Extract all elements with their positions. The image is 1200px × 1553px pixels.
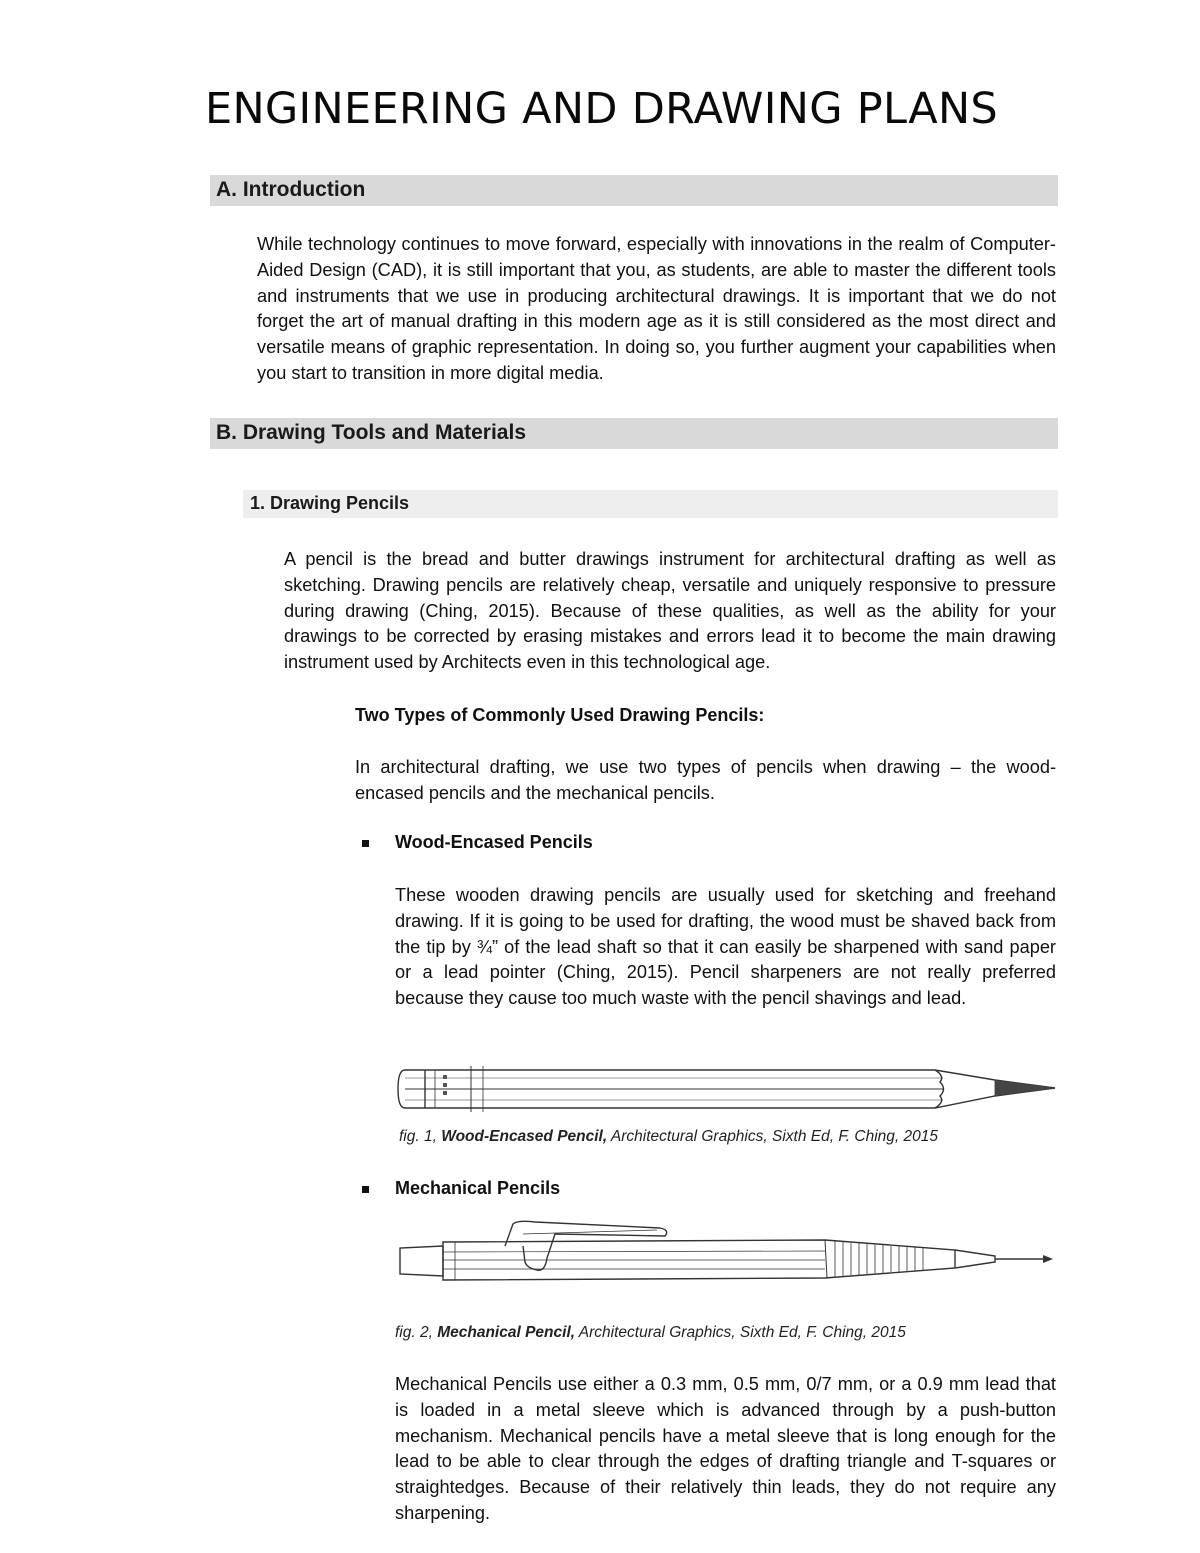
page-title: ENGINEERING AND DRAWING PLANS	[205, 84, 999, 134]
section-a-heading: A. Introduction	[216, 178, 366, 201]
mechanical-pencil-figure	[395, 1218, 1060, 1282]
bullet-icon	[362, 1186, 369, 1193]
fig1-caption-rest: Architectural Graphics, Sixth Ed, F. Ching, 2015	[607, 1128, 938, 1145]
mechanical-pencils-body: Mechanical Pencils use either a 0.3 mm, 0.5 mm, 0/7 mm, or a 0.9 mm lead that is loaded in a metal sleeve which is advanced through by a push-button mechanism. Mechanical pencils have a metal sleeve that is long enough for the lead to be able to clear through the edges of drafting triangle and T-squares or straightedges. Because of their relatively thin leads, they do not require any sharpening.	[395, 1374, 1056, 1523]
pencil-types-intro: In architectural drafting, we use two types of pencils when drawing – the wood-encased pencils and the mechanical pencils.	[355, 757, 1056, 803]
section-b-heading-bar	[210, 418, 1058, 449]
bullet-icon	[362, 840, 369, 847]
fig1-caption	[399, 1128, 938, 1146]
fig2-caption-bold: Mechanical Pencil,	[437, 1324, 576, 1341]
subsection-drawing-pencils-heading: 1. Drawing Pencils	[250, 493, 410, 513]
mechanical-pencils-heading: Mechanical Pencils	[395, 1178, 561, 1198]
wood-pencils-heading: Wood-Encased Pencils	[395, 832, 593, 852]
section-a-body: While technology continues to move forward, especially with innovations in the realm of Computer-Aided Design (CAD), it is still important that you, as students, are able to master the different tools and instruments that we use in producing architectural drawings. It is important that we do not forget the art of manual drafting in this modern age as it is still considered as the most direct and versatile means of graphic representation. In doing so, you further augment your capabilities when you start to transition in more digital media.	[257, 234, 1056, 383]
fig2-caption	[395, 1324, 906, 1342]
wood-encased-pencil-figure	[395, 1062, 1060, 1114]
drawing-pencils-body: A pencil is the bread and butter drawings instrument for architectural drafting as well as sketching. Drawing pencils are relatively cheap, versatile and uniquely responsive to pressure during drawing (Ching, 2015). Because of these qualities, as well as the ability for your drawings to be corrected by erasing mistakes and errors lead it to become the main drawing instrument used by Architects even in this technological age.	[284, 549, 1056, 673]
section-b-heading: B. Drawing Tools and Materials	[216, 421, 526, 444]
subsection-drawing-pencils-bar	[243, 490, 1058, 518]
fig2-caption-prefix: fig. 2,	[395, 1324, 438, 1341]
fig1-caption-bold: Wood-Encased Pencil,	[441, 1128, 608, 1145]
wood-pencils-body: These wooden drawing pencils are usually used for sketching and freehand drawing. If it is going to be used for drafting, the wood must be shaved back from the tip by ¾” of the lead shaft so that it can easily be sharpened with sand paper or a lead pointer (Ching, 2015). Pencil sharpeners are not really preferred because they cause too much waste with the pencil shavings and lead.	[395, 885, 1056, 1009]
section-a-heading-bar	[210, 175, 1058, 206]
fig2-caption-rest: Architectural Graphics, Sixth Ed, F. Ching, 2015	[575, 1324, 906, 1341]
pencil-types-heading: Two Types of Commonly Used Drawing Pencils:	[355, 705, 765, 725]
fig1-caption-prefix: fig. 1,	[399, 1128, 442, 1145]
